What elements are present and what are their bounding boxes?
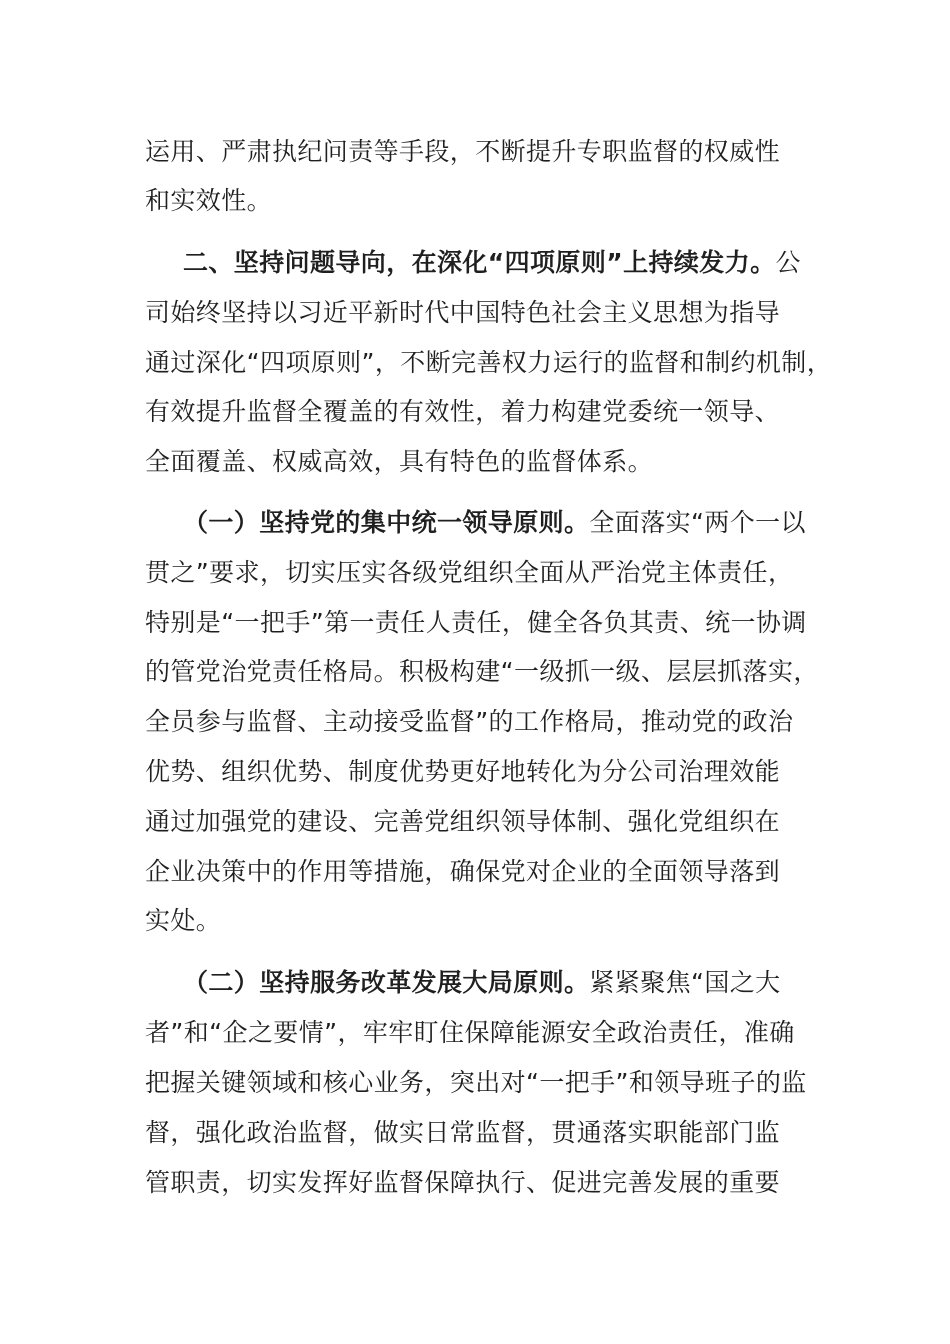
body-text-line: 把握关键领域和核心业务，突出对“一把手”和领导班子的监 xyxy=(145,1068,807,1097)
body-text-line: 司始终坚持以习近平新时代中国特色社会主义思想为指导 xyxy=(145,298,781,327)
section-two-heading: 二、坚持问题导向，在深化“四项原则”上持续发力。 xyxy=(183,248,776,277)
section-two-first-line xyxy=(183,248,801,278)
body-text-line: 通过深化“四项原则”，不断完善权力运行的监督和制约机制， xyxy=(145,348,833,377)
body-text-line: 有效提升监督全覆盖的有效性，着力构建党委统一领导、 xyxy=(145,397,781,426)
body-text-line: 的管党治党责任格局。积极构建“一级抓一级、层层抓落实， xyxy=(145,657,819,686)
body-text-line: 实处。 xyxy=(145,906,222,935)
body-text-line: 者”和“企之要情”，牢牢盯住保障能源安全政治责任，准确 xyxy=(145,1018,795,1047)
body-text-line: 督，强化政治监督，做实日常监督，贯通落实职能部门监 xyxy=(145,1118,781,1147)
body-text-line: 优势、组织优势、制度优势更好地转化为分公司治理效能 xyxy=(145,757,781,786)
body-text-span: 公 xyxy=(775,248,801,277)
body-text-span: 全面落实“两个一以 xyxy=(589,508,806,537)
body-text-line: 贯之”要求，切实压实各级党组织全面从严治党主体责任， xyxy=(145,558,794,587)
subsection-one-heading: （一）坚持党的集中统一领导原则。 xyxy=(183,508,590,537)
subsection-one-first-line xyxy=(183,508,806,538)
subsection-two-first-line xyxy=(183,968,781,998)
body-text-line: 管职责，切实发挥好监督保障执行、促进完善发展的重要 xyxy=(145,1168,781,1197)
body-text-line: 运用、严肃执纪问责等手段，不断提升专职监督的权威性 xyxy=(145,137,781,166)
body-text-span: 紧紧聚焦“国之大 xyxy=(589,968,781,997)
body-text-line: 和实效性。 xyxy=(145,186,273,215)
body-text-line: 特别是“一把手”第一责任人责任，健全各负其责、统一协调 xyxy=(145,608,807,637)
body-text-line: 全员参与监督、主动接受监督”的工作格局，推动党的政治 xyxy=(145,707,794,736)
subsection-two-heading: （二）坚持服务改革发展大局原则。 xyxy=(183,968,590,997)
body-text-line: 企业决策中的作用等措施，确保党对企业的全面领导落到 xyxy=(145,857,781,886)
body-text-line: 通过加强党的建设、完善党组织领导体制、强化党组织在 xyxy=(145,807,781,836)
body-text-line: 全面覆盖、权威高效，具有特色的监督体系。 xyxy=(145,447,654,476)
